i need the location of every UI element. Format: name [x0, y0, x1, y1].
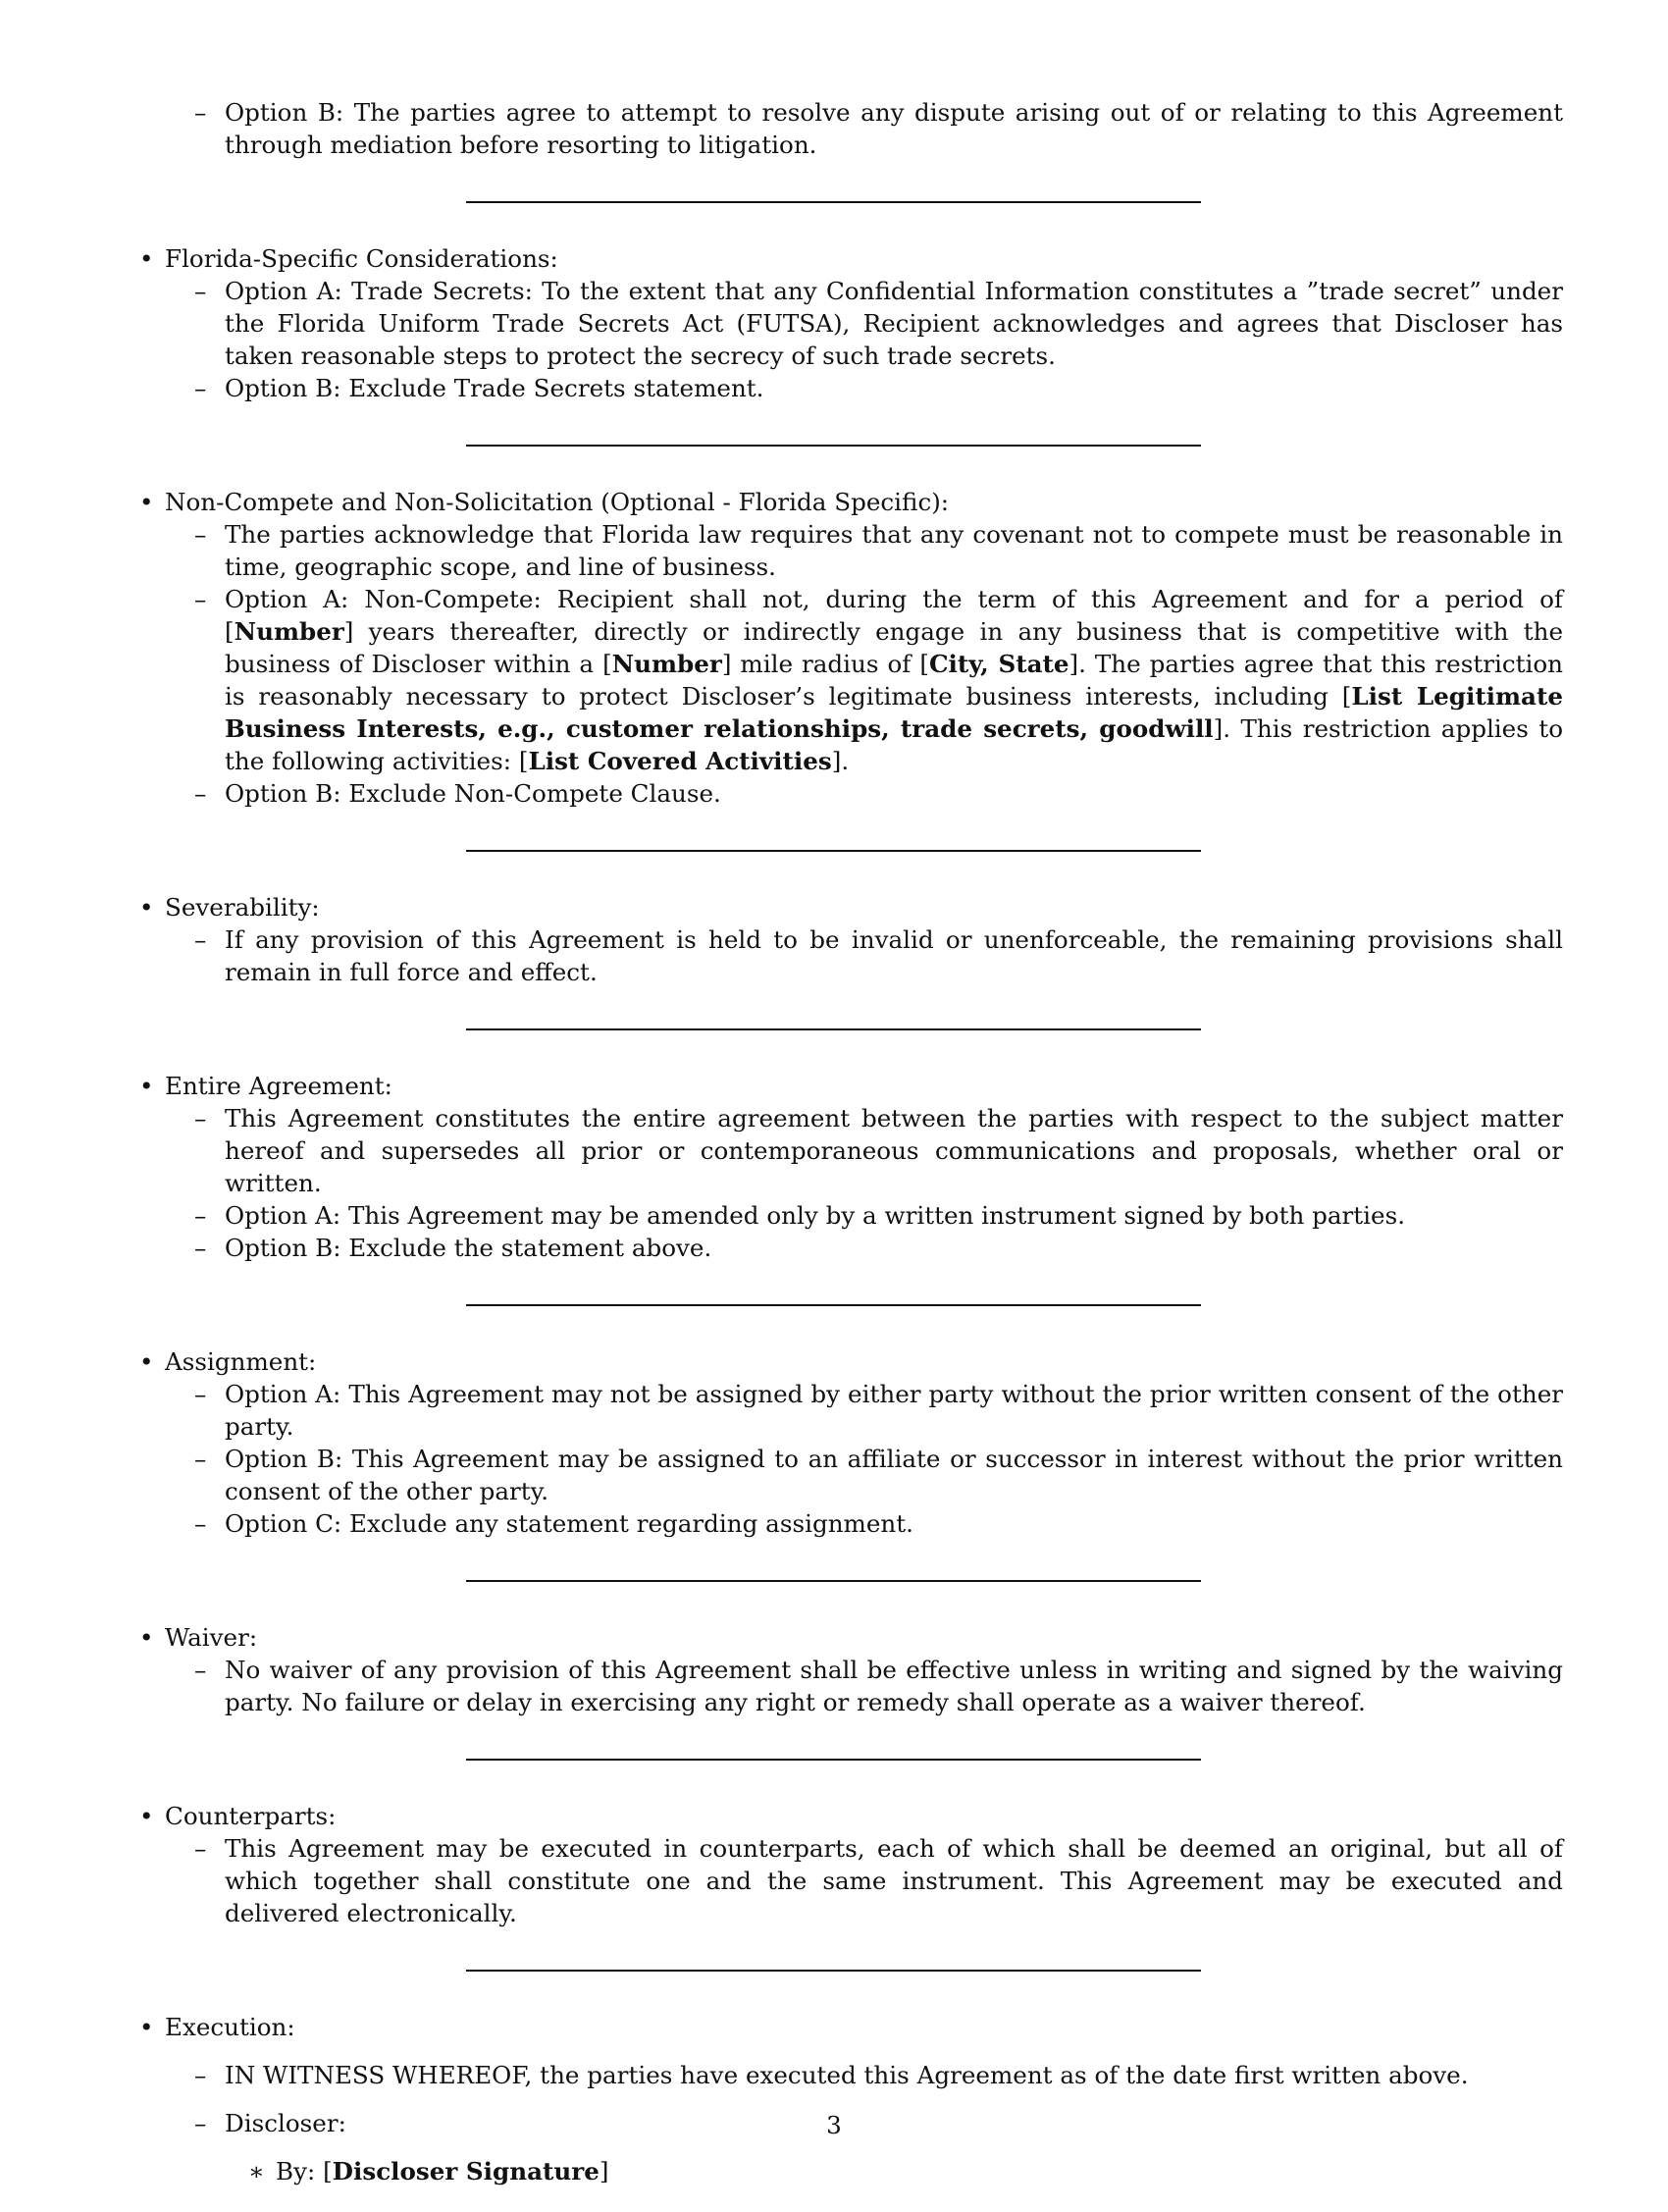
dispute-option-b: – Option B: The parties agree to attempt to resolve any dispute arising out of or relating to this Agreement through mediation before resorting to litigation.	[165, 96, 1563, 161]
section-heading: • Non-Compete and Non-Solicitation (Optional - Florida Specific):	[165, 486, 1563, 518]
page-number: 3	[826, 2111, 842, 2139]
placeholder-number: Number	[234, 617, 344, 646]
section-divider	[466, 1759, 1201, 1761]
noncompete-option-a	[165, 583, 1563, 777]
placeholder-number: Number	[611, 650, 722, 678]
by-label: By: [	[276, 2157, 333, 2186]
counterparts-text: – This Agreement may be executed in counterparts, each of which shall be deemed an original, but all of which together shall constitute one and the same instrument. This Agreement may be executed and delivered electronically.	[165, 1832, 1563, 1929]
waiver-text: – No waiver of any provision of this Agreement shall be effective unless in writing and signed by the waiving party. No failure or delay in exercising any right or remedy shall operate as a waiver thereof.	[165, 1654, 1563, 1718]
text-segment: ]. This restriction applies to the following activities: [	[225, 714, 1564, 775]
entire-text: – This Agreement constitutes the entire agreement between the parties with respect to the subject matter hereof and supersedes all prior or contemporaneous communications and proposals, whether oral or written.	[165, 1102, 1563, 1199]
section-divider	[466, 850, 1201, 852]
section-execution	[165, 2011, 1563, 2187]
section-divider	[466, 1304, 1201, 1306]
section-heading: • Florida-Specific Considerations:	[165, 242, 1563, 275]
text-segment: ]. The parties agree that this restriction is reasonably necessary to protect Discloser’s legitimate business interests, including [	[225, 650, 1564, 711]
section-divider	[466, 201, 1201, 203]
signature-placeholder: Discloser Signature	[332, 2157, 599, 2186]
placeholder-covered-activities: List Covered Activities	[528, 747, 832, 775]
section-noncompete	[165, 486, 1563, 810]
section-florida	[165, 242, 1563, 404]
entire-option-b: – Option B: Exclude the statement above.	[165, 1232, 1563, 1264]
section-divider	[466, 1028, 1201, 1030]
section-heading: • Assignment:	[165, 1345, 1563, 1378]
text-segment: ]	[599, 2157, 609, 2186]
placeholder-city-state: City, State	[928, 650, 1069, 678]
noncompete-option-b: – Option B: Exclude Non-Compete Clause.	[165, 777, 1563, 810]
florida-option-a: – Option A: Trade Secrets: To the extent that any Confidential Information constitutes a ”trade secret” under the Florida Uniform Trade Secrets Act (FUTSA), Recipient acknowledges and agrees that Discloser has taken reasonable steps to protect the secrecy of such trade secrets.	[165, 275, 1563, 372]
text-segment: ] years thereafter, directly or indirectly engage in any business that is competitive with the business of Discloser within a [	[225, 617, 1563, 678]
text-segment: ] mile radius of [	[721, 650, 929, 678]
document-body	[165, 96, 1563, 2212]
section-assignment	[165, 1345, 1563, 1540]
section-divider	[466, 445, 1201, 447]
section-entire-agreement	[165, 1070, 1563, 1264]
assignment-option-a: – Option A: This Agreement may not be assigned by either party without the prior written consent of the other party.	[165, 1378, 1563, 1443]
section-heading: • Counterparts:	[165, 1800, 1563, 1832]
section-divider	[466, 1970, 1201, 1972]
severability-text: – If any provision of this Agreement is held to be invalid or unenforceable, the remaining provisions shall remain in full force and effect.	[165, 923, 1563, 988]
execution-discloser: – Discloser:	[165, 2107, 1563, 2139]
entire-option-a: – Option A: This Agreement may be amended only by a written instrument signed by both parties.	[165, 1199, 1563, 1232]
execution-by-line	[165, 2155, 1563, 2187]
section-divider	[466, 1580, 1201, 1582]
section-heading: • Entire Agreement:	[165, 1070, 1563, 1102]
assignment-option-b: – Option B: This Agreement may be assigned to an affiliate or successor in interest without the prior written consent of the other party.	[165, 1443, 1563, 1507]
section-severability	[165, 891, 1563, 988]
text-segment: Option A: Non-Compete: Recipient shall not, during the term of this Agreement and for a period of [	[225, 585, 1563, 646]
section-heading: • Execution:	[165, 2011, 1563, 2043]
section-waiver	[165, 1621, 1563, 1718]
noncompete-intro: – The parties acknowledge that Florida law requires that any covenant not to compete must be reasonable in time, geographic scope, and line of business.	[165, 518, 1563, 583]
florida-option-b: – Option B: Exclude Trade Secrets statement.	[165, 372, 1563, 404]
section-heading: • Severability:	[165, 891, 1563, 923]
section-heading: • Waiver:	[165, 1621, 1563, 1654]
section-counterparts	[165, 1800, 1563, 1929]
execution-witness: – IN WITNESS WHEREOF, the parties have executed this Agreement as of the date first written above.	[165, 2059, 1563, 2091]
text-segment: ].	[831, 747, 850, 775]
placeholder-business-interests: List Legitimate Business Interests, e.g., customer relationships, trade secrets, goodwill	[225, 682, 1563, 743]
assignment-option-c: – Option C: Exclude any statement regarding assignment.	[165, 1507, 1563, 1540]
